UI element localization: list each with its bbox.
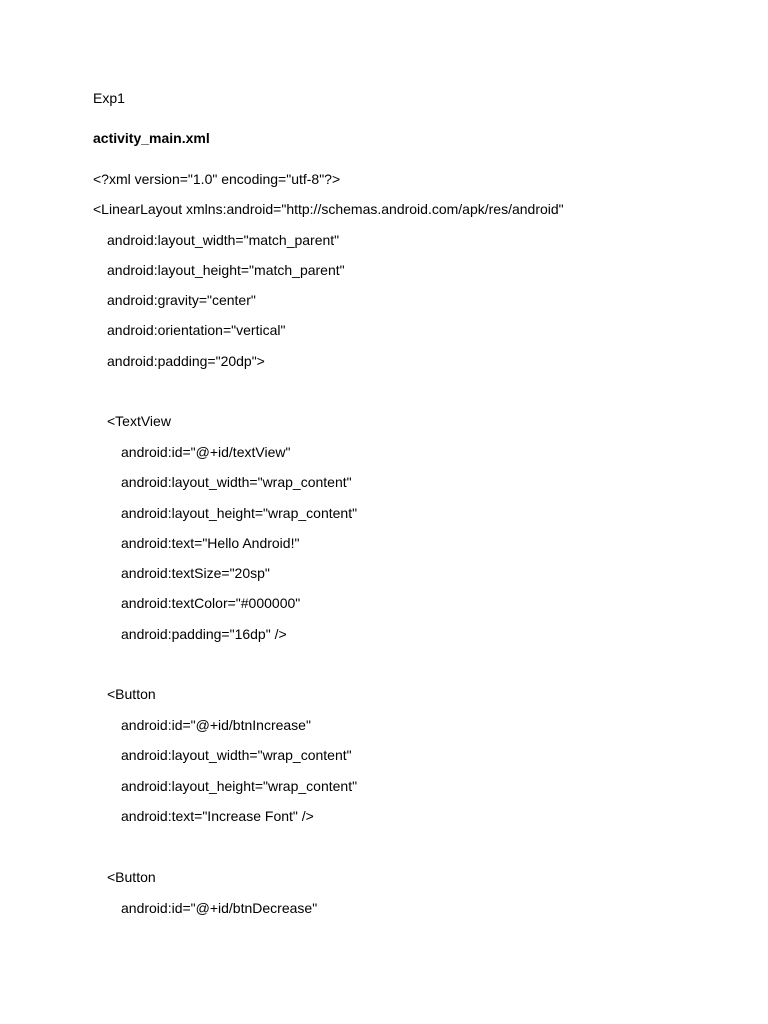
code-line: android:padding="16dp" /> [121,626,287,642]
code-line: android:textColor="#000000" [121,595,301,611]
code-line: <LinearLayout xmlns:android="http://schemas.android.com/apk/res/android" [93,201,564,217]
code-line: android:id="@+id/btnIncrease" [121,717,311,733]
file-name-heading: activity_main.xml [93,130,210,146]
code-line: android:padding="20dp"> [107,353,265,369]
code-line: <Button [107,869,156,885]
code-line: android:layout_width="wrap_content" [121,747,352,763]
code-line: android:id="@+id/btnDecrease" [121,900,318,916]
code-line: <TextView [107,413,171,429]
code-line: android:text="Increase Font" /> [121,808,314,824]
code-line: <Button [107,686,156,702]
code-line: android:id="@+id/textView" [121,444,291,460]
code-line: android:layout_height="wrap_content" [121,505,358,521]
code-line: android:textSize="20sp" [121,565,270,581]
code-line: android:text="Hello Android!" [121,535,300,551]
code-line: android:layout_height="match_parent" [107,262,345,278]
code-line: android:gravity="center" [107,292,256,308]
code-line: android:layout_width="wrap_content" [121,474,352,490]
code-line: <?xml version="1.0" encoding="utf-8"?> [93,171,341,187]
code-line: android:orientation="vertical" [107,322,286,338]
document-heading: Exp1 [93,90,125,106]
code-line: android:layout_height="wrap_content" [121,778,358,794]
code-line: android:layout_width="match_parent" [107,232,340,248]
